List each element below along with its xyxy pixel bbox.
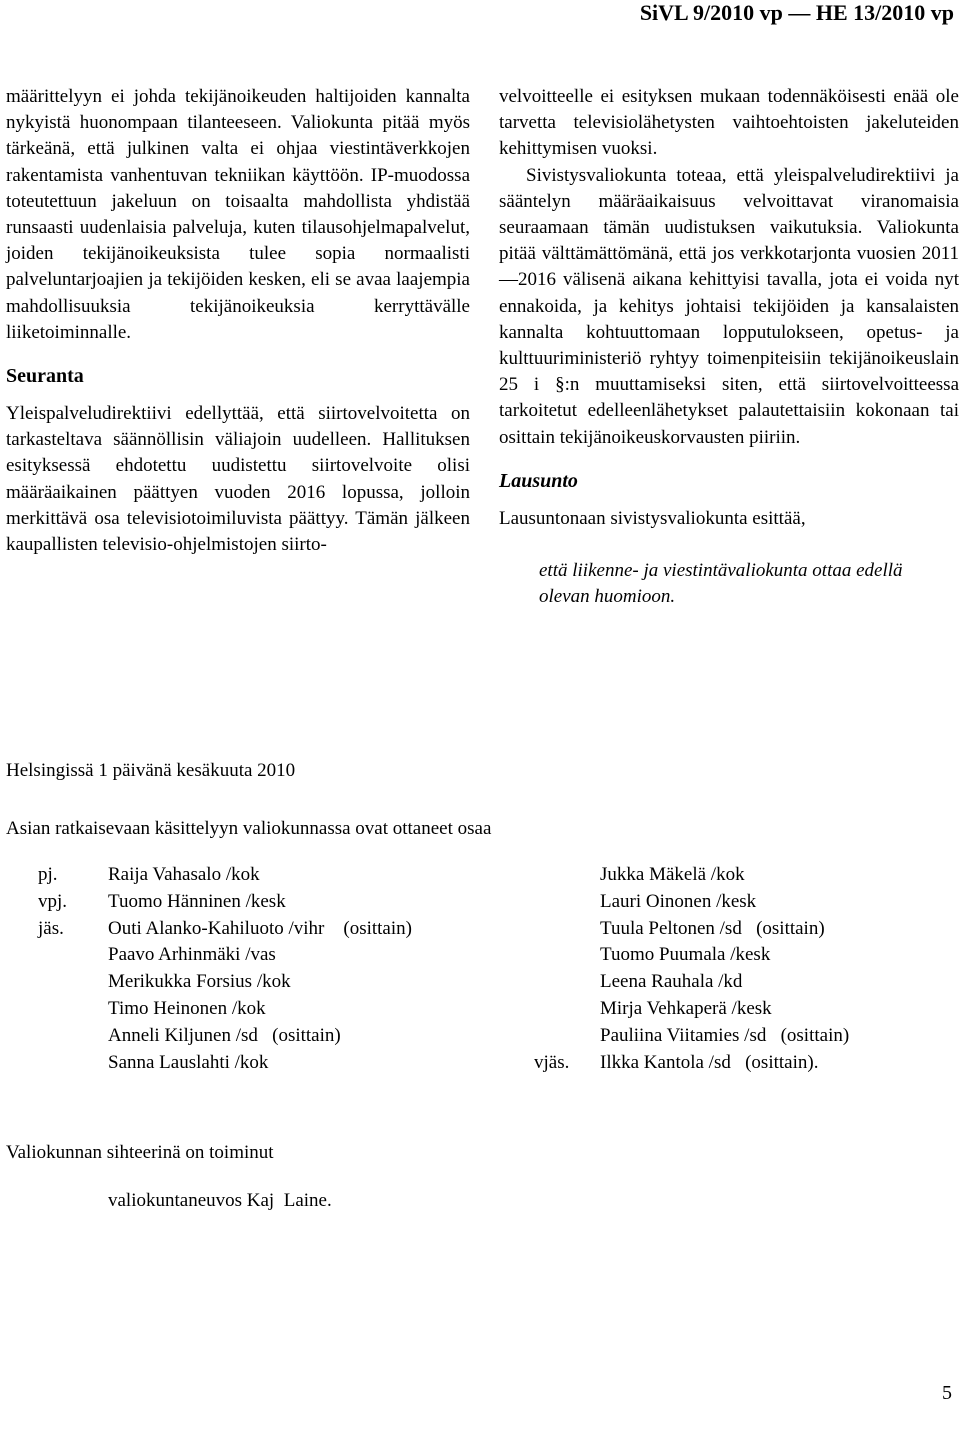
left-column: [6, 84, 470, 558]
member-name: Tuomo Puumala /kesk: [600, 944, 771, 966]
members-left: [38, 862, 478, 1076]
member-name: Paavo Arhinmäki /vas: [108, 944, 276, 966]
member-row: [38, 862, 478, 889]
section-heading-seuranta: Seuranta: [6, 365, 84, 388]
member-role: [534, 996, 600, 1023]
member-role: [38, 1050, 108, 1077]
body-paragraph: velvoitteelle ei esityksen mukaan todennäköisesti enää ole tarvetta televisiolähetysten vaihtoehtoisten jakeluteiden kehittymisen vuoksi.: [499, 86, 959, 160]
member-name: Sanna Lauslahti /kok: [108, 1051, 269, 1073]
member-role: [534, 942, 600, 969]
member-role: jäs.: [38, 917, 64, 939]
member-row: [534, 916, 944, 943]
member-name: Merikukka Forsius /kok: [108, 971, 291, 993]
member-role: vpj.: [38, 890, 68, 912]
member-row: [38, 969, 478, 996]
right-column: [499, 84, 959, 610]
member-name: Timo Heinonen /kok: [108, 997, 266, 1019]
member-role: [38, 969, 108, 996]
member-row: [534, 862, 944, 889]
secretary-name: valiokuntaneuvos Kaj Laine.: [108, 1190, 332, 1211]
member-role: [534, 889, 600, 916]
member-role: [38, 996, 108, 1023]
member-row: [38, 942, 478, 969]
member-name: Outi Alanko-Kahiluoto /vihr (osittain): [108, 917, 412, 939]
member-role: [38, 942, 108, 969]
secretary-intro: Valiokunnan sihteerinä on toiminut: [6, 1142, 274, 1163]
members-right: [534, 862, 944, 1076]
body-paragraph: määrittelyyn ei johda tekijänoikeuden haltijoiden kannalta nykyistä huonompaan tilanteeseen. Valiokunta pitää myös tärkeänä, että julkinen valta ei ohjaa viestintäverkkojen rakentamista vanhentuvan tekniikan käyttöön. IP-muodossa toteutettuun jakeluun on toisaalta mahdollista yhdistää runsaasti uudenlaisia palveluja, kuten tilausohjelmapalvelut, joiden tekijänoikeuksista tulee sopia normaalisti palveluntarjoajien ja tekijöiden kesken, eli se avaa laajempia mahdollisuuksia tekijänoikeuksia kerryttävälle liiketoiminnalle.: [6, 86, 470, 343]
member-name: Raija Vahasalo /kok: [108, 864, 260, 885]
member-name: Tuomo Hänninen /kesk: [108, 890, 286, 912]
member-row: [38, 889, 478, 916]
member-role: [534, 862, 600, 889]
member-name: Pauliina Viitamies /sd (osittain): [600, 1024, 850, 1046]
body-paragraph: Lausuntonaan sivistysvaliokunta esittää,: [499, 507, 806, 529]
member-name: Jukka Mäkelä /kok: [600, 864, 745, 885]
statement: että liikenne- ja viestintävaliokunta ottaa edellä olevan huomioon.: [539, 560, 903, 608]
member-row: [534, 1023, 944, 1050]
member-row: [534, 996, 944, 1023]
member-name: Lauri Oinonen /kesk: [600, 890, 757, 912]
member-role: vjäs.: [534, 1051, 570, 1073]
member-name: Leena Rauhala /kd: [600, 971, 743, 993]
member-row: [38, 1023, 478, 1050]
member-role: [38, 1023, 108, 1050]
member-row: [38, 916, 478, 943]
member-row: [534, 969, 944, 996]
member-row: [38, 1050, 478, 1077]
body-paragraph: Sivistysvaliokunta toteaa, että yleispalveludirektiivi ja sääntelyn määräaikaisuus velvoittavat viranomaisia seuraamaan tämän uudistuksen vaikutuksia. Valiokunta pitää välttämättömänä, että jos verkkotarjonta vuosien 2011—2016 välisenä aikana kehittyisi tavalla, jota ei voida nyt ennakoida, ja kehitys johtaisi tekijöiden ja kansalaisten kannalta kohtuuttomaan lopputulokseen, opetus- ja kulttuuriministeriö ryhtyy toimenpiteisiin tekijänoikeuslain 25 i §:n muuttamiseksi siten, että siirtovelvoitteessa tarkoitetut edelleenlähetykset palautettaisiin kokonaan tai osittain tekijänoikeuskorvausten piiriin.: [499, 164, 959, 448]
place-date: Helsingissä 1 päivänä kesäkuuta 2010: [6, 760, 296, 781]
member-name: Tuula Peltonen /sd (osittain): [600, 917, 825, 939]
member-row: [534, 1050, 944, 1077]
page-number: 5: [942, 1382, 952, 1404]
member-name: Mirja Vehkaperä /kesk: [600, 997, 772, 1019]
member-role: [534, 969, 600, 996]
attendance-intro: Asian ratkaisevaan käsittelyyn valiokunnassa ovat ottaneet osaa: [6, 818, 492, 839]
document-header: SiVL 9/2010 vp — HE 13/2010 vp: [639, 0, 954, 25]
member-role: [534, 1023, 600, 1050]
member-role: pj.: [38, 864, 58, 885]
member-row: [38, 996, 478, 1023]
section-heading-lausunto: Lausunto: [499, 469, 578, 492]
member-row: [534, 889, 944, 916]
body-paragraph: Yleispalveludirektiivi edellyttää, että siirtovelvoitetta on tarkasteltava säännöllisin väliajoin uudelleen. Hallituksen esityksessä ehdotettu uudistettu siirtovelvoite olisi määräaikainen päättyen vuoden 2016 lopussa, jolloin merkittävä osa televisiotoimiluvista päättyy. Tämän jälkeen kaupallisten televisio-ohjelmistojen siirto-: [6, 403, 470, 556]
member-row: [534, 942, 944, 969]
member-role: [534, 916, 600, 943]
member-name: Ilkka Kantola /sd (osittain).: [600, 1051, 819, 1073]
member-name: Anneli Kiljunen /sd (osittain): [108, 1024, 341, 1046]
